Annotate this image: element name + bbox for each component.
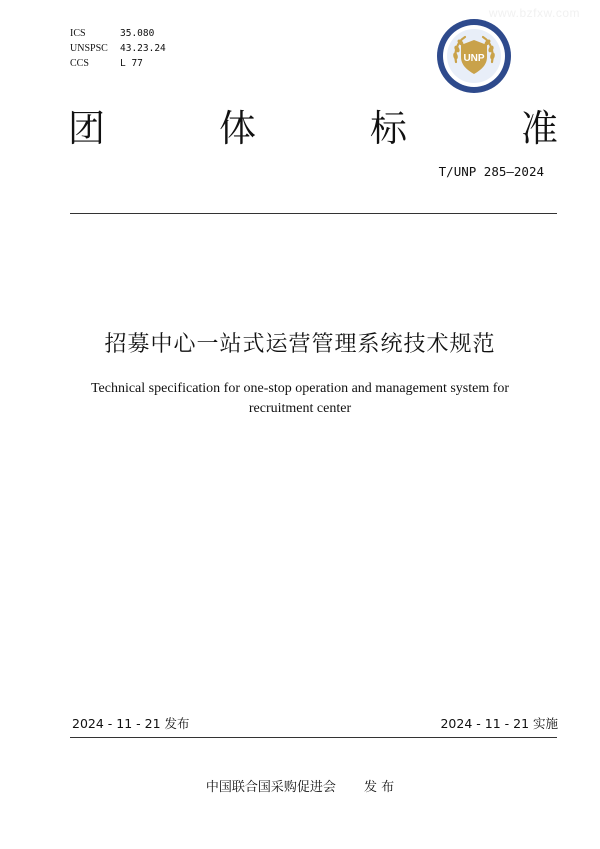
issuer-action: 发 布 bbox=[363, 780, 395, 795]
top-divider bbox=[70, 213, 557, 214]
standard-type-char: 体 bbox=[219, 107, 256, 150]
title-chinese: 招募中心一站式运营管理系统技术规范 bbox=[104, 332, 496, 357]
classification-row-unspsc bbox=[70, 41, 166, 56]
logo-text: UNP bbox=[463, 53, 485, 64]
classification-codes bbox=[70, 26, 166, 71]
standard-type-char: 团 bbox=[68, 107, 105, 150]
classification-row-ccs bbox=[70, 56, 166, 71]
classification-key: CCS bbox=[70, 58, 89, 69]
implementation-date: 2024 - 11 - 21 实施 bbox=[440, 716, 558, 731]
classification-key: ICS bbox=[70, 28, 86, 39]
bottom-divider bbox=[70, 737, 557, 738]
issue-date: 2024 - 11 - 21 发布 bbox=[72, 716, 190, 731]
issuer-line bbox=[0, 776, 600, 795]
standard-type-heading bbox=[68, 104, 558, 154]
classification-key: UNSPSC bbox=[70, 43, 108, 54]
classification-value: 35.080 bbox=[120, 28, 155, 39]
unp-logo bbox=[436, 18, 512, 94]
title-english: Technical specification for one-stop operation and management system for recruitment center bbox=[90, 381, 510, 416]
standard-type-char: 准 bbox=[521, 107, 558, 150]
standard-number: T/UNP 285—2024 bbox=[438, 164, 544, 179]
standard-type-char: 标 bbox=[370, 107, 407, 150]
classification-row-ics bbox=[70, 26, 166, 41]
classification-value: 43.23.24 bbox=[120, 43, 166, 54]
issuer-name: 中国联合国采购促进会 bbox=[205, 780, 336, 795]
watermark: www.bzfxw.com bbox=[488, 6, 580, 20]
classification-value: L 77 bbox=[120, 58, 143, 69]
